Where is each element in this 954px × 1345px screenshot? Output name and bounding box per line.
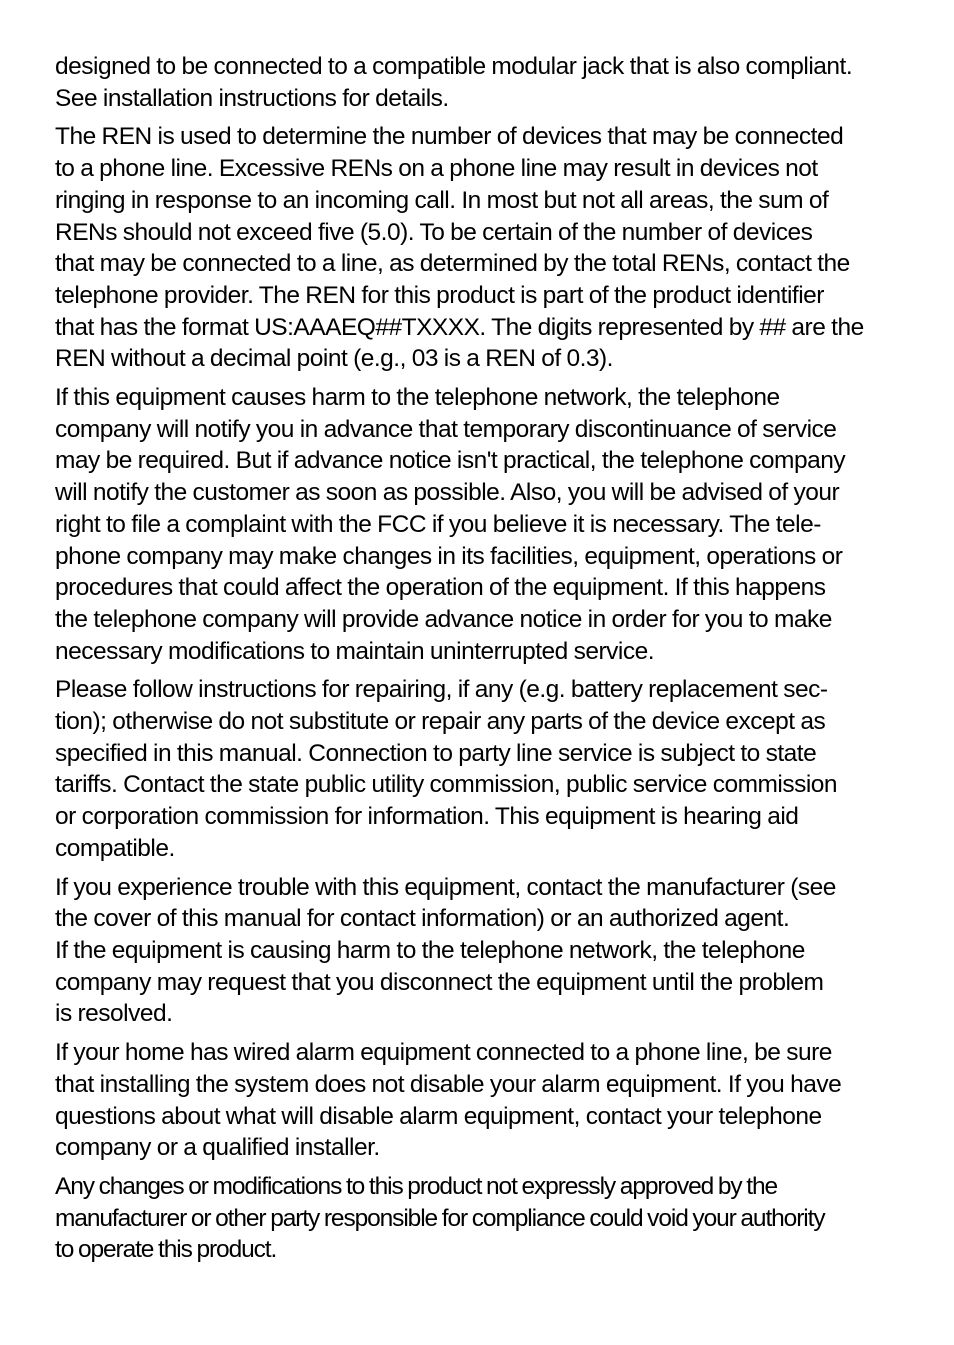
paragraph-network-harm: If this equipment causes harm to the telephone network, the telephone company will notify you in advance that temporary discontinuance of service may be required. But if advance notice isn't practical, the telephone company will notify the customer as soon as possible. Also, you will be advised of your right to file a complaint with the FCC if you believe it is necessary. The tele- phone company may make changes in its facilities, equipment, operations or procedures that could affect the operation of the equipment. If this happens the telephone company will provide advance notice in order for you to make necessary modifications to maintain uninterrupted service. [55, 384, 846, 665]
paragraph-repair-instructions: Please follow instructions for repairing, if any (e.g. battery replacement sec- tion); otherwise do not substitute or repair any parts of the device except as specified in this manual. Connection to party line service is subject to state tariffs. Contact the state public utility commission, public service commission or corporation commission for information. This equipment is hearing aid compatible. [55, 676, 838, 862]
document-page [55, 51, 925, 1273]
paragraph-modifications-warning: Any changes or modifications to this product not expressly approved by the manufacturer or other party responsible for compliance could void your authority to operate this product. [55, 1172, 825, 1264]
paragraph-trouble: If you experience trouble with this equipment, contact the manufacturer (see the cover of this manual for contact information) or an authorized agent. If the equipment is causing harm to the telephone network, the telephone company may request that you disconnect the equipment until the problem is resolved. [55, 873, 836, 1028]
paragraph-ren-info: The REN is used to determine the number of devices that may be connected to a phone line. Excessive RENs on a phone line may result in devices not ringing in response to an incoming call. In most but not all areas, the sum of RENs should not exceed five (5.0). To be certain of the number of devices that may be connected to a line, as determined by the total RENs, contact the telephone provider. The REN for this product is part of the product identifier that has the format US:AAAEQ##TXXXX. The digits represented by ## are the REN without a decimal point (e.g., 03 is a REN of 0.3). [55, 123, 864, 373]
paragraph-jack-compliance: designed to be connected to a compatible modular jack that is also compliant. See installation instructions for details. [55, 53, 853, 112]
paragraph-alarm-equipment: If your home has wired alarm equipment connected to a phone line, be sure that installing the system does not disable your alarm equipment. If you have questions about what will disable alarm equipment, contact your telephone company or a qualified installer. [55, 1039, 842, 1162]
